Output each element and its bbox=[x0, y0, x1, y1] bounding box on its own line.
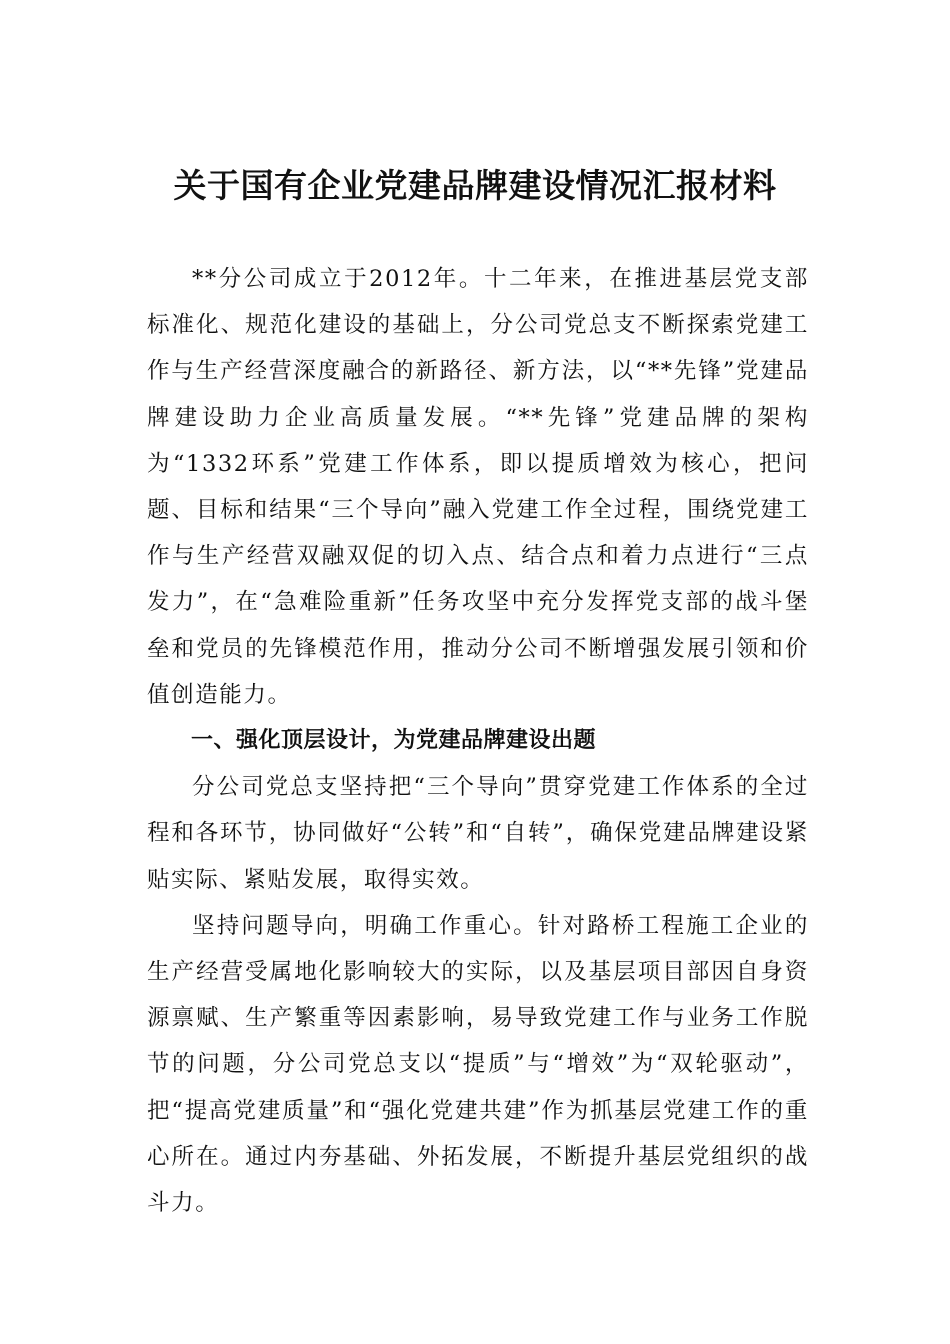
section-1-paragraph-2: 坚持问题导向，明确工作重心。针对路桥工程施工企业的生产经营受属地化影响较大的实际，以及基层项目部因自身资源禀赋、生产繁重等因素影响，易导致党建工作与业务工作脱节的问题，分公司党总支以“提质”与“增效”为“双轮驱动”，把“提高党建质量”和“强化党建共建”作为抓基层党建工作的重心所在。通过内夯基础、外拓发展，不断提升基层党组织的战斗力。 bbox=[147, 912, 809, 1217]
document-body bbox=[147, 256, 809, 1226]
intro-paragraph: **分公司成立于2012年。十二年来，在推进基层党支部标准化、规范化建设的基础上，分公司党总支不断探索党建工作与生产经营深度融合的新路径、新方法，以“**先锋”党建品牌建设助力企业高质量发展。“**先锋”党建品牌的架构为“1332环系”党建工作体系，即以提质增效为核心，把问题、目标和结果“三个导向”融入党建工作全过程，围绕党建工作与生产经营双融双促的切入点、结合点和着力点进行“三点发力”，在“急难险重新”任务攻坚中充分发挥党支部的战斗堡垒和党员的先锋模范作用，推动分公司不断增强发展引领和价值创造能力。 bbox=[147, 266, 809, 708]
document-title: 关于国有企业党建品牌建设情况汇报材料 bbox=[173, 166, 777, 205]
section-heading-1: 一、强化顶层设计，为党建品牌建设出题 bbox=[191, 728, 597, 754]
section-1-paragraph-1: 分公司党总支坚持把“三个导向”贯穿党建工作体系的全过程和各环节，协同做好“公转”和“自转”，确保党建品牌建设紧贴实际、紧贴发展，取得实效。 bbox=[147, 774, 809, 893]
